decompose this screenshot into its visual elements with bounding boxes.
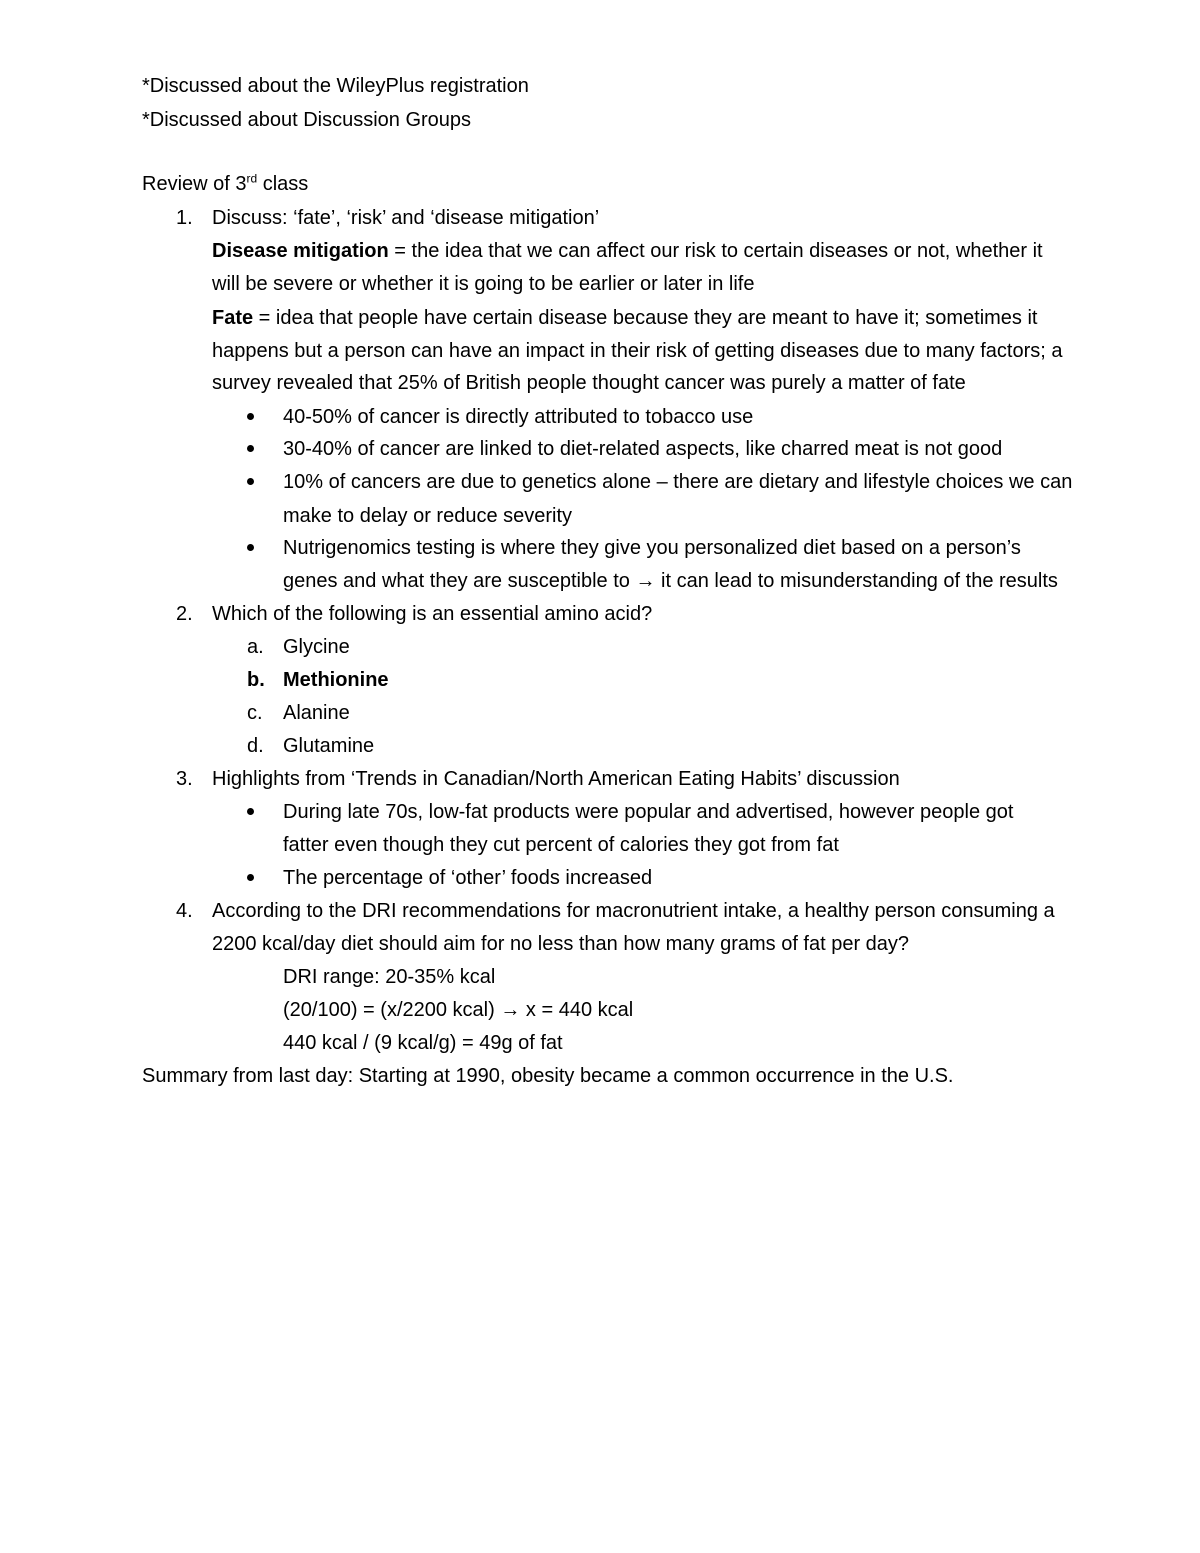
note-wileyplus: *Discussed about the WileyPlus registration xyxy=(142,75,529,97)
option-b-marker: b. xyxy=(247,669,265,691)
item1-bullet-4-text-a: genes and what they are susceptible to xyxy=(283,570,636,592)
calc-proportion-b: x = 440 kcal xyxy=(520,999,634,1021)
item1-bullet-4-text-b: it can lead to misunderstanding of the results xyxy=(655,570,1058,592)
item3-number: 3. xyxy=(176,768,193,790)
bullet-icon xyxy=(247,808,254,815)
fate-text: = idea that people have certain disease because they are meant to have it; sometimes it xyxy=(253,307,1038,329)
item1-bullet-3-cont: make to delay or reduce severity xyxy=(283,505,573,527)
review-heading-suffix: class xyxy=(257,173,309,195)
calc-grams-fat: 440 kcal / (9 kcal/g) = 49g of fat xyxy=(283,1032,563,1054)
fate-definition-cont-2: survey revealed that 25% of British people thought cancer was purely a matter of fate xyxy=(212,372,966,394)
fate-definition xyxy=(212,306,1037,330)
item2-question: Which of the following is an essential amino acid? xyxy=(212,603,653,625)
item1-bullet-1: 40-50% of cancer is directly attributed to tobacco use xyxy=(283,406,754,428)
disease-mitigation-text: = the idea that we can affect our risk to certain diseases or not, whether it xyxy=(388,240,1043,262)
bullet-icon xyxy=(247,874,254,881)
fate-definition-cont-1: happens but a person can have an impact in their risk of getting diseases due to many factors; a xyxy=(212,340,1063,362)
item3-bullet-2: The percentage of ‘other’ foods increased xyxy=(283,867,653,889)
item4-question: According to the DRI recommendations for macronutrient intake, a healthy person consuming a xyxy=(212,900,1055,922)
item1-question: Discuss: ‘fate’, ‘risk’ and ‘disease mitigation’ xyxy=(212,207,600,229)
disease-mitigation-term: Disease mitigation xyxy=(212,240,389,262)
item4-number: 4. xyxy=(176,900,193,922)
arrow-right-icon: → xyxy=(635,570,656,592)
bullet-icon xyxy=(247,413,254,420)
calc-proportion-a: (20/100) = (x/2200 kcal) xyxy=(283,999,501,1021)
review-heading-prefix: Review of 3 xyxy=(142,173,247,195)
review-heading xyxy=(142,172,308,196)
bullet-icon xyxy=(247,478,254,485)
item3-bullet-1-cont: fatter even though they cut percent of calories they got from fat xyxy=(283,834,839,856)
option-d-text: Glutamine xyxy=(283,735,375,757)
note-discussion-groups: *Discussed about Discussion Groups xyxy=(142,109,472,131)
item1-bullet-3: 10% of cancers are due to genetics alone – there are dietary and lifestyle choices we can xyxy=(283,471,1073,493)
option-c-text: Alanine xyxy=(283,702,350,724)
summary-line: Summary from last day: Starting at 1990, obesity became a common occurrence in the U.S. xyxy=(142,1065,954,1087)
review-heading-sup: rd xyxy=(246,171,258,186)
item3-question: Highlights from ‘Trends in Canadian/North American Eating Habits’ discussion xyxy=(212,768,900,790)
option-c-marker: c. xyxy=(247,702,263,724)
calc-proportion xyxy=(283,998,633,1022)
option-a-text: Glycine xyxy=(283,636,350,658)
fate-term: Fate xyxy=(212,307,254,329)
item3-bullet-1: During late 70s, low-fat products were popular and advertised, however people got xyxy=(283,801,1014,823)
disease-mitigation-definition-cont: will be severe or whether it is going to be earlier or later in life xyxy=(212,273,755,295)
item1-bullet-2: 30-40% of cancer are linked to diet-related aspects, like charred meat is not good xyxy=(283,438,1003,460)
option-d-marker: d. xyxy=(247,735,264,757)
bullet-icon xyxy=(247,544,254,551)
option-a-marker: a. xyxy=(247,636,264,658)
calc-dri-range: DRI range: 20-35% kcal xyxy=(283,966,496,988)
item1-bullet-4: Nutrigenomics testing is where they give you personalized diet based on a person’s xyxy=(283,537,1021,559)
item1-number: 1. xyxy=(176,207,193,229)
item1-bullet-4-cont xyxy=(283,569,1058,593)
item4-question-cont: 2200 kcal/day diet should aim for no less than how many grams of fat per day? xyxy=(212,933,910,955)
bullet-icon xyxy=(247,445,254,452)
item2-number: 2. xyxy=(176,603,193,625)
arrow-right-icon: → xyxy=(500,999,521,1021)
option-b-text: Methionine xyxy=(283,669,389,691)
disease-mitigation-definition xyxy=(212,239,1043,263)
